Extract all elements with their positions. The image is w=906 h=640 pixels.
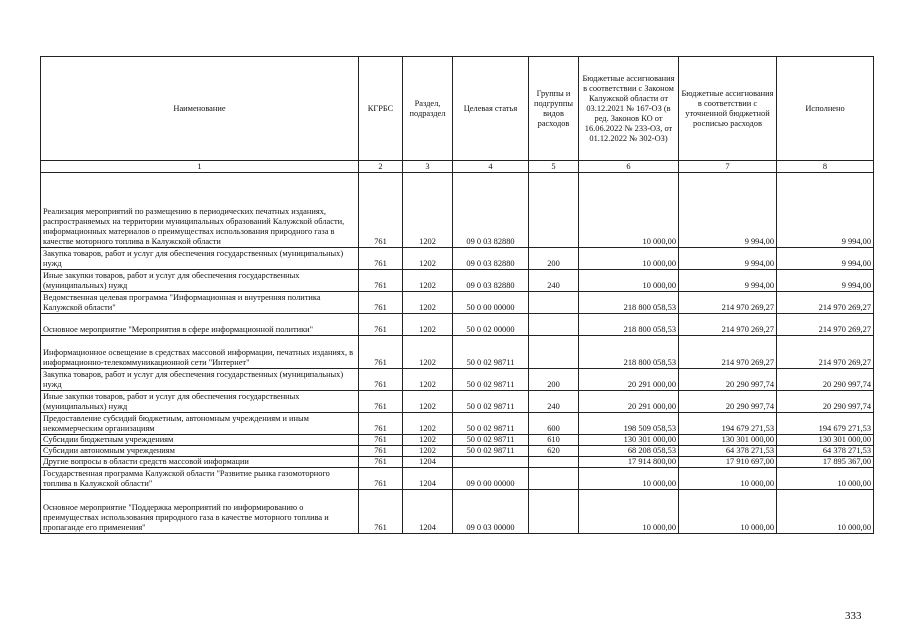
row-refined-amount: 9 994,00 bbox=[679, 173, 777, 248]
row-target-article: 50 0 00 00000 bbox=[453, 292, 529, 314]
row-budget-amount: 10 000,00 bbox=[579, 173, 679, 248]
header-budget: Бюджетные ассигнования в соответствии с Законом Калужской области от 03.12.2021 № 167-ОЗ (в ред. Законов КО от 16.06.2022 № 233-ОЗ, от 01.12.2022 № 302-ОЗ) bbox=[579, 57, 679, 161]
row-section: 1204 bbox=[403, 457, 453, 468]
row-executed-amount: 9 994,00 bbox=[777, 173, 874, 248]
row-budget-amount: 20 291 000,00 bbox=[579, 369, 679, 391]
row-name: Иные закупки товаров, работ и услуг для обеспечения государственных (муниципальных) нужд bbox=[41, 270, 359, 292]
row-kgrbs: 761 bbox=[359, 490, 403, 534]
row-section: 1202 bbox=[403, 413, 453, 435]
row-target-article: 09 0 00 00000 bbox=[453, 468, 529, 490]
row-budget-amount: 10 000,00 bbox=[579, 490, 679, 534]
row-executed-amount: 64 378 271,53 bbox=[777, 446, 874, 457]
budget-table bbox=[40, 56, 874, 534]
row-executed-amount: 17 895 367,00 bbox=[777, 457, 874, 468]
row-expense-group bbox=[529, 468, 579, 490]
table-row bbox=[41, 173, 874, 248]
header-target: Целевая статья bbox=[453, 57, 529, 161]
row-target-article: 50 0 02 98711 bbox=[453, 369, 529, 391]
row-expense-group: 610 bbox=[529, 435, 579, 446]
column-number: 8 bbox=[777, 161, 874, 173]
row-refined-amount: 214 970 269,27 bbox=[679, 314, 777, 336]
row-executed-amount: 214 970 269,27 bbox=[777, 314, 874, 336]
row-name: Предоставление субсидий бюджетным, автономным учреждениям и иным некоммерческим организациям bbox=[41, 413, 359, 435]
row-kgrbs: 761 bbox=[359, 391, 403, 413]
row-kgrbs: 761 bbox=[359, 292, 403, 314]
row-kgrbs: 761 bbox=[359, 336, 403, 369]
row-kgrbs: 761 bbox=[359, 314, 403, 336]
header-refined: Бюджетные ассигнования в соответствии с уточненной бюджетной росписью расходов bbox=[679, 57, 777, 161]
column-number: 6 bbox=[579, 161, 679, 173]
table-row bbox=[41, 270, 874, 292]
row-expense-group bbox=[529, 173, 579, 248]
page-number: 333 bbox=[845, 610, 862, 622]
row-target-article: 09 0 03 82880 bbox=[453, 173, 529, 248]
row-section: 1202 bbox=[403, 336, 453, 369]
row-expense-group: 600 bbox=[529, 413, 579, 435]
row-refined-amount: 130 301 000,00 bbox=[679, 435, 777, 446]
header-kgrbs: КГРБС bbox=[359, 57, 403, 161]
row-executed-amount: 9 994,00 bbox=[777, 270, 874, 292]
row-name: Другие вопросы в области средств массовой информации bbox=[41, 457, 359, 468]
table-row bbox=[41, 446, 874, 457]
row-budget-amount: 218 800 058,53 bbox=[579, 314, 679, 336]
row-executed-amount: 130 301 000,00 bbox=[777, 435, 874, 446]
row-target-article: 09 0 03 82880 bbox=[453, 248, 529, 270]
row-name: Субсидии бюджетным учреждениям bbox=[41, 435, 359, 446]
table-row bbox=[41, 292, 874, 314]
row-refined-amount: 214 970 269,27 bbox=[679, 292, 777, 314]
column-number: 1 bbox=[41, 161, 359, 173]
row-section: 1202 bbox=[403, 292, 453, 314]
row-expense-group: 240 bbox=[529, 270, 579, 292]
row-executed-amount: 10 000,00 bbox=[777, 490, 874, 534]
row-executed-amount: 10 000,00 bbox=[777, 468, 874, 490]
table-row bbox=[41, 336, 874, 369]
row-section: 1204 bbox=[403, 468, 453, 490]
row-name: Субсидии автономным учреждениям bbox=[41, 446, 359, 457]
table-row bbox=[41, 314, 874, 336]
row-target-article: 50 0 02 98711 bbox=[453, 391, 529, 413]
row-kgrbs: 761 bbox=[359, 248, 403, 270]
row-budget-amount: 20 291 000,00 bbox=[579, 391, 679, 413]
row-executed-amount: 214 970 269,27 bbox=[777, 292, 874, 314]
row-budget-amount: 10 000,00 bbox=[579, 468, 679, 490]
row-refined-amount: 10 000,00 bbox=[679, 468, 777, 490]
row-section: 1202 bbox=[403, 391, 453, 413]
row-name: Основное мероприятие "Поддержка мероприятий по информированию о преимуществах использования природного газа в качестве моторного топлива и пропаганде его применения" bbox=[41, 490, 359, 534]
row-name: Государственная программа Калужской области "Развитие рынка газомоторного топлива в Калужской области" bbox=[41, 468, 359, 490]
row-section: 1202 bbox=[403, 173, 453, 248]
row-budget-amount: 10 000,00 bbox=[579, 248, 679, 270]
row-refined-amount: 20 290 997,74 bbox=[679, 391, 777, 413]
row-budget-amount: 68 208 058,53 bbox=[579, 446, 679, 457]
header-name: Наименование bbox=[41, 57, 359, 161]
row-target-article: 50 0 02 98711 bbox=[453, 413, 529, 435]
row-executed-amount: 20 290 997,74 bbox=[777, 391, 874, 413]
row-section: 1202 bbox=[403, 248, 453, 270]
column-number: 4 bbox=[453, 161, 529, 173]
row-refined-amount: 9 994,00 bbox=[679, 248, 777, 270]
row-name: Информационное освещение в средствах массовой информации, печатных изданиях, в информационно-телекоммуникационной сети "Интернет" bbox=[41, 336, 359, 369]
table-row bbox=[41, 391, 874, 413]
header-executed: Исполнено bbox=[777, 57, 874, 161]
row-section: 1202 bbox=[403, 314, 453, 336]
row-executed-amount: 194 679 271,53 bbox=[777, 413, 874, 435]
row-section: 1202 bbox=[403, 270, 453, 292]
row-expense-group bbox=[529, 490, 579, 534]
table-body bbox=[41, 173, 874, 534]
table-row bbox=[41, 490, 874, 534]
row-expense-group: 240 bbox=[529, 391, 579, 413]
row-name: Закупка товаров, работ и услуг для обеспечения государственных (муниципальных) нужд bbox=[41, 248, 359, 270]
row-refined-amount: 9 994,00 bbox=[679, 270, 777, 292]
column-number: 2 bbox=[359, 161, 403, 173]
column-number: 7 bbox=[679, 161, 777, 173]
row-target-article: 09 0 03 00000 bbox=[453, 490, 529, 534]
row-name: Реализация мероприятий по размещению в периодических печатных изданиях, распространяемых на территории муниципальных образований Калужской области, информационных материалов о преимуществах использования природного газа в качестве моторного топлива в Калужской области bbox=[41, 173, 359, 248]
header-group: Группы и подгруппы видов расходов bbox=[529, 57, 579, 161]
row-expense-group bbox=[529, 292, 579, 314]
row-target-article: 50 0 02 00000 bbox=[453, 314, 529, 336]
row-expense-group bbox=[529, 314, 579, 336]
row-expense-group bbox=[529, 336, 579, 369]
row-target-article: 50 0 02 98711 bbox=[453, 446, 529, 457]
row-refined-amount: 64 378 271,53 bbox=[679, 446, 777, 457]
row-section: 1202 bbox=[403, 446, 453, 457]
row-name: Иные закупки товаров, работ и услуг для обеспечения государственных (муниципальных) нужд bbox=[41, 391, 359, 413]
row-refined-amount: 214 970 269,27 bbox=[679, 336, 777, 369]
row-name: Ведомственная целевая программа "Информационная и внутренняя политика Калужской области" bbox=[41, 292, 359, 314]
row-executed-amount: 9 994,00 bbox=[777, 248, 874, 270]
row-target-article: 50 0 02 98711 bbox=[453, 435, 529, 446]
row-kgrbs: 761 bbox=[359, 435, 403, 446]
row-refined-amount: 17 910 697,00 bbox=[679, 457, 777, 468]
column-number-row bbox=[41, 161, 874, 173]
row-budget-amount: 130 301 000,00 bbox=[579, 435, 679, 446]
row-kgrbs: 761 bbox=[359, 413, 403, 435]
row-kgrbs: 761 bbox=[359, 457, 403, 468]
row-name: Основное мероприятие "Мероприятия в сфере информационной политики" bbox=[41, 314, 359, 336]
table-row bbox=[41, 369, 874, 391]
row-budget-amount: 10 000,00 bbox=[579, 270, 679, 292]
row-section: 1202 bbox=[403, 369, 453, 391]
table-row bbox=[41, 248, 874, 270]
row-expense-group: 200 bbox=[529, 248, 579, 270]
table-row bbox=[41, 413, 874, 435]
row-refined-amount: 20 290 997,74 bbox=[679, 369, 777, 391]
row-kgrbs: 761 bbox=[359, 270, 403, 292]
row-executed-amount: 20 290 997,74 bbox=[777, 369, 874, 391]
row-kgrbs: 761 bbox=[359, 468, 403, 490]
row-budget-amount: 198 509 058,53 bbox=[579, 413, 679, 435]
row-budget-amount: 218 800 058,53 bbox=[579, 292, 679, 314]
column-number: 5 bbox=[529, 161, 579, 173]
row-kgrbs: 761 bbox=[359, 369, 403, 391]
row-expense-group bbox=[529, 457, 579, 468]
row-name: Закупка товаров, работ и услуг для обеспечения государственных (муниципальных) нужд bbox=[41, 369, 359, 391]
row-budget-amount: 218 800 058,53 bbox=[579, 336, 679, 369]
header-row bbox=[41, 57, 874, 161]
row-executed-amount: 214 970 269,27 bbox=[777, 336, 874, 369]
table-row bbox=[41, 457, 874, 468]
row-section: 1202 bbox=[403, 435, 453, 446]
header-section: Раздел, подраздел bbox=[403, 57, 453, 161]
row-target-article: 50 0 02 98711 bbox=[453, 336, 529, 369]
row-budget-amount: 17 914 800,00 bbox=[579, 457, 679, 468]
table-row bbox=[41, 435, 874, 446]
row-section: 1204 bbox=[403, 490, 453, 534]
row-target-article bbox=[453, 457, 529, 468]
row-kgrbs: 761 bbox=[359, 173, 403, 248]
column-number: 3 bbox=[403, 161, 453, 173]
row-target-article: 09 0 03 82880 bbox=[453, 270, 529, 292]
row-expense-group: 620 bbox=[529, 446, 579, 457]
table-row bbox=[41, 468, 874, 490]
row-kgrbs: 761 bbox=[359, 446, 403, 457]
row-expense-group: 200 bbox=[529, 369, 579, 391]
row-refined-amount: 10 000,00 bbox=[679, 490, 777, 534]
row-refined-amount: 194 679 271,53 bbox=[679, 413, 777, 435]
